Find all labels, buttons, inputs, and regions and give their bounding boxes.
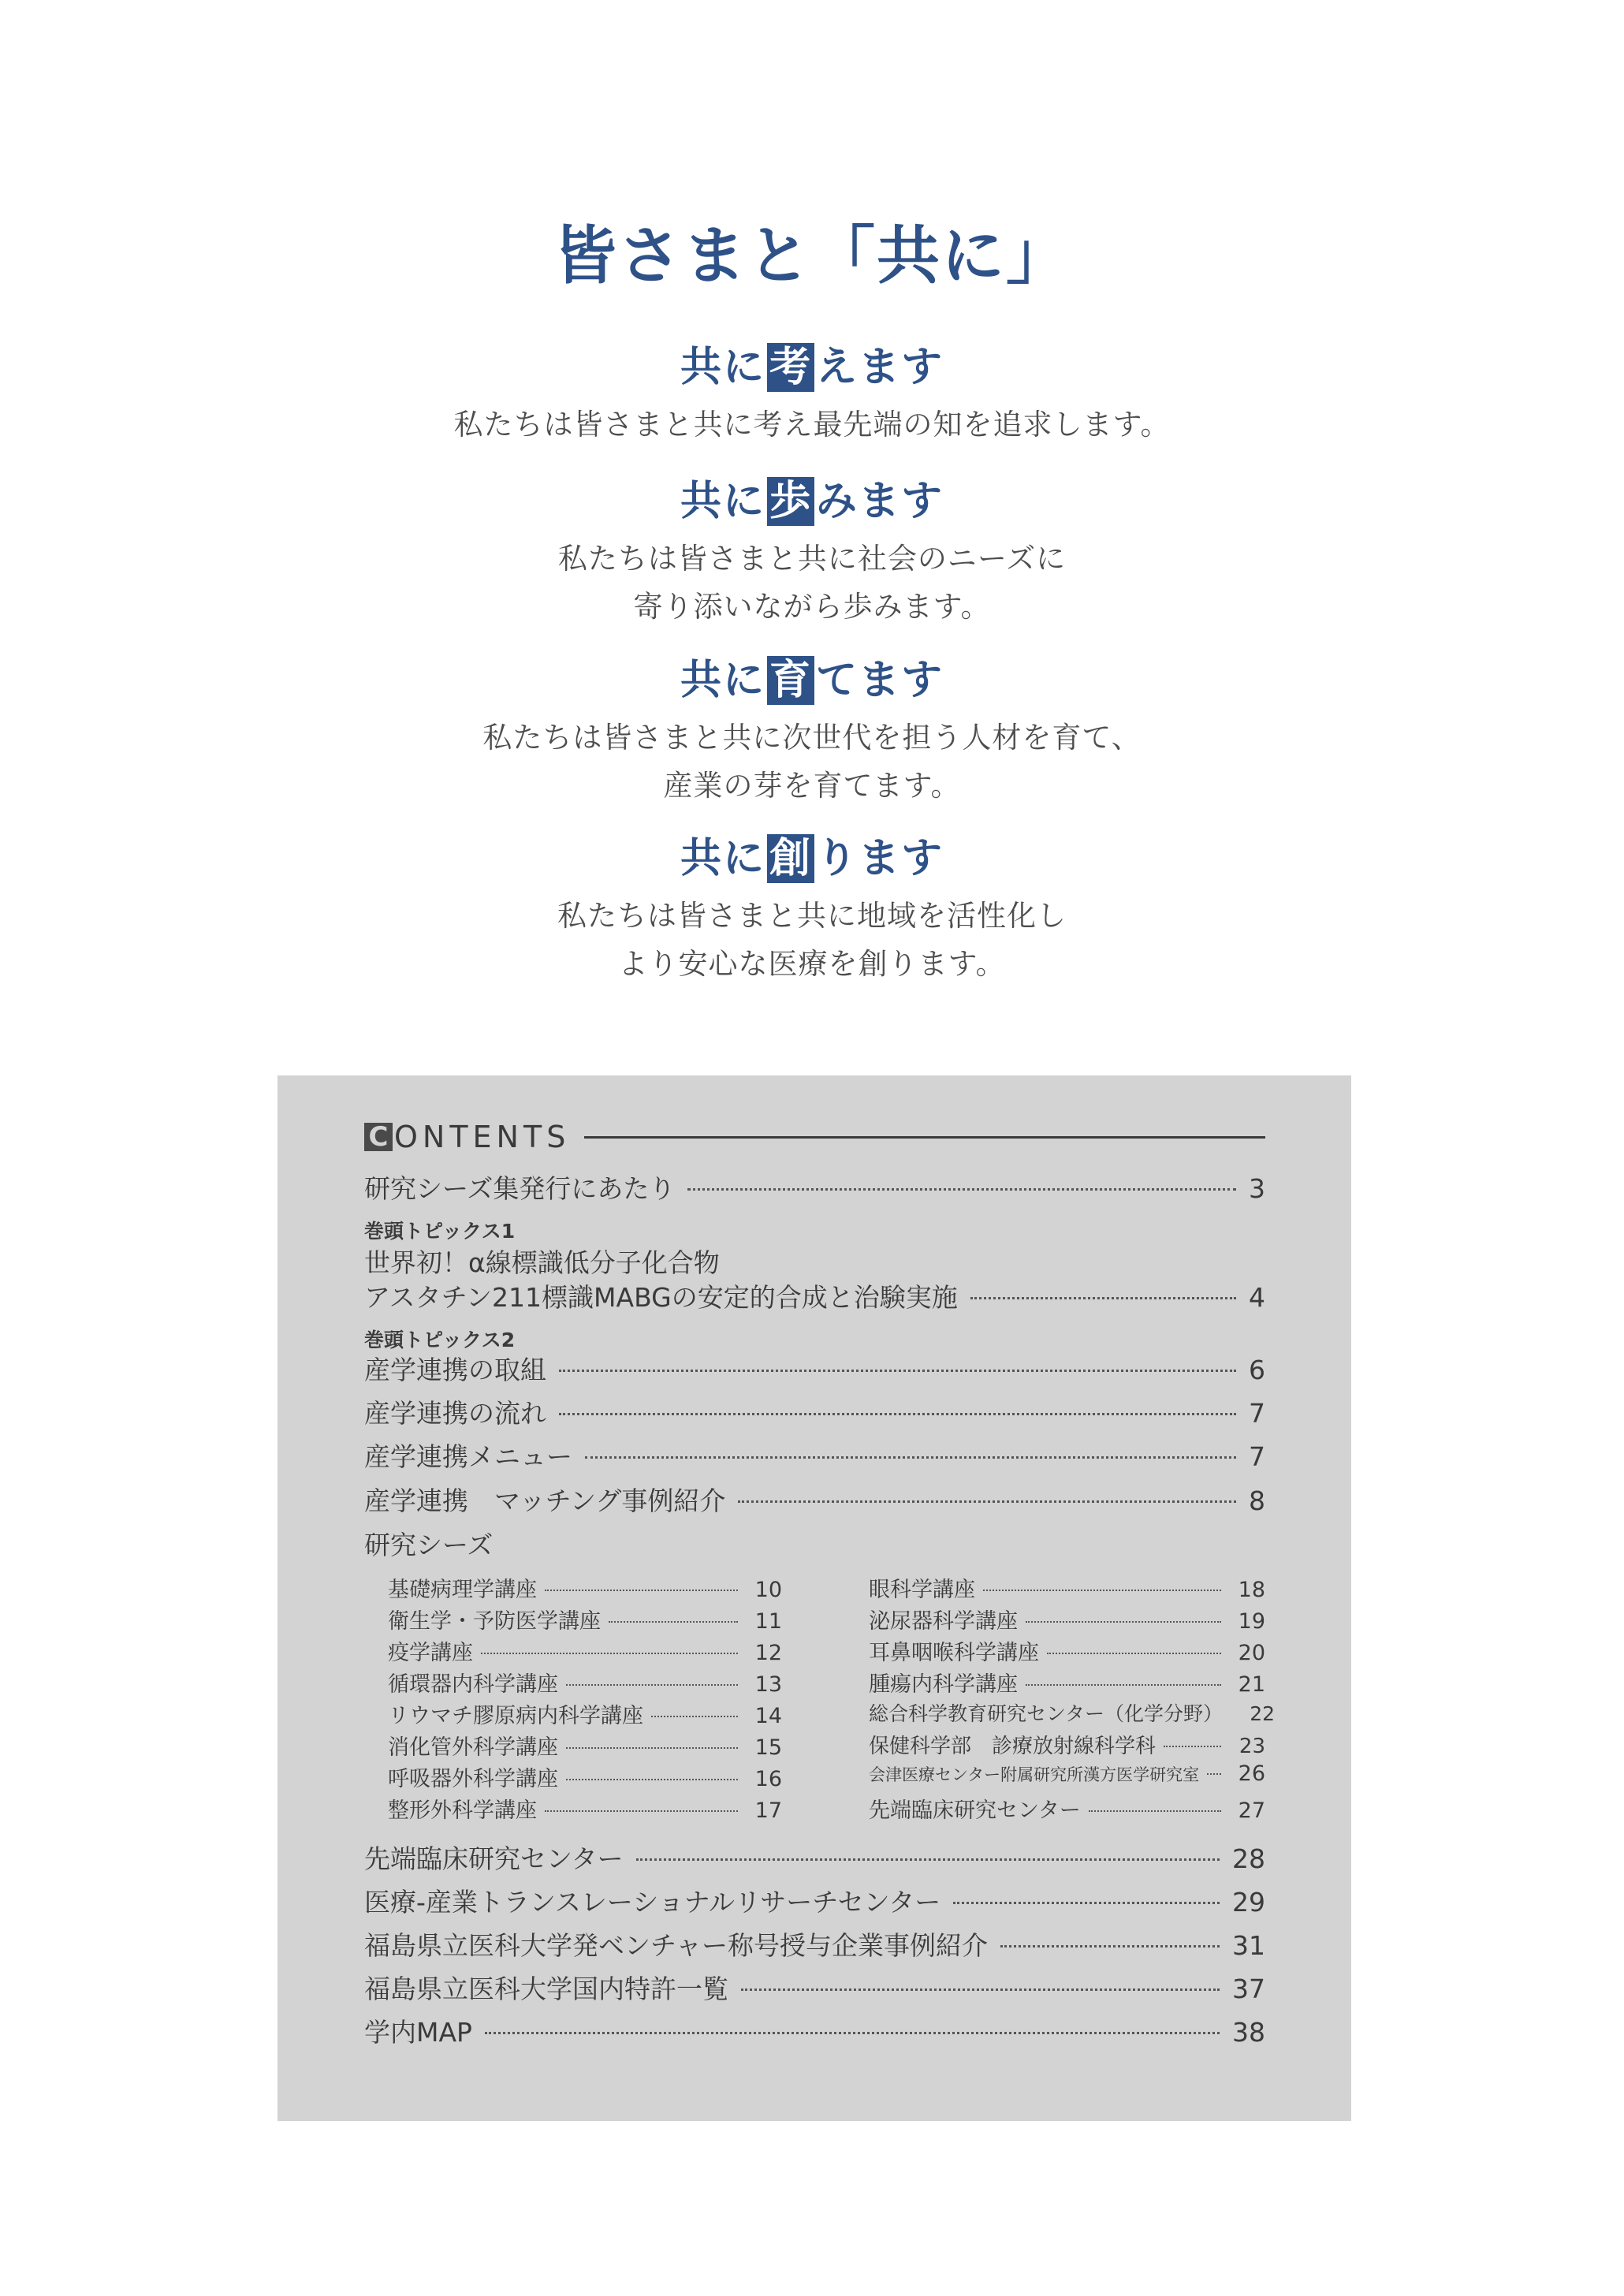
motto-heading: 共に育てます [680,657,944,704]
toc-item[interactable]: アスタチン211標識MABGの安定的合成と治験実施 4 [364,1282,1265,1313]
seed-item[interactable]: 会津医療センター附属研究所漢方医学研究室 26 [869,1761,1265,1786]
contents-title: ONTENTS [394,1120,571,1154]
toc-item[interactable]: 産学連携の取組 6 [364,1355,1265,1385]
seed-item[interactable]: 整形外科学講座 17 [388,1798,782,1823]
seed-item[interactable]: 保健科学部 診療放射線科学科 23 [869,1735,1265,1758]
contents-panel [277,1075,1351,2121]
toc-item[interactable]: 産学連携メニュー 7 [364,1441,1265,1472]
contents-c-icon: C [364,1123,393,1151]
divider [584,1136,1265,1139]
seed-item[interactable]: 眼科学講座 18 [869,1578,1265,1602]
motto-nurture [0,652,1624,810]
motto-heading: 共に歩みます [680,478,944,525]
contents-header [364,1113,1265,1161]
motto-text: 私たちは皆さまと共に社会のニーズに 寄り添いながら歩みます。 [557,542,1067,624]
motto-heading: 共に創ります [680,835,944,882]
toc-item[interactable]: 福島県立医科大学国内特許一覧 37 [364,1974,1265,2004]
topic-heading: 巻頭トピックス2 [364,1329,516,1351]
toc-item[interactable]: 産学連携 マッチング事例紹介 8 [364,1485,1265,1516]
seed-item[interactable]: 衛生学・予防医学講座 11 [388,1609,782,1634]
toc-item[interactable]: 研究シーズ集発行にあたり 3 [364,1173,1265,1204]
topic-heading: 巻頭トピックス1 [364,1220,516,1243]
seed-item[interactable]: リウマチ膠原病内科学講座 14 [388,1704,782,1728]
motto-create [0,830,1624,988]
seed-item[interactable]: 疫学講座 12 [388,1641,782,1665]
seed-item[interactable]: 総合科学教育研究センター（化学分野） 22 [869,1702,1276,1725]
seed-item[interactable]: 消化管外科学講座 15 [388,1735,782,1760]
page-title: 皆さまと「共に」 [553,219,1071,293]
seed-item[interactable]: 腫瘍内科学講座 21 [869,1672,1265,1697]
motto-heading: 共に考えます [680,344,944,391]
seed-item[interactable]: 泌尿器科学講座 19 [869,1609,1265,1634]
toc-item[interactable]: 先端臨床研究センター 28 [364,1843,1265,1874]
motto-text: 私たちは皆さまと共に地域を活性化し より安心な医療を創ります。 [557,899,1067,981]
seeds-heading: 研究シーズ [364,1530,494,1560]
seed-item[interactable]: 循環器内科学講座 13 [388,1672,782,1697]
motto-text: 私たちは皆さまと共に考え最先端の知を追求します。 [453,408,1171,442]
seed-item[interactable]: 先端臨床研究センター 27 [869,1798,1265,1823]
seed-item[interactable]: 耳鼻咽喉科学講座 20 [869,1641,1265,1665]
motto-text: 私たちは皆さまと共に次世代を担う人材を育て、 産業の芽を育てます。 [482,721,1142,803]
toc-item[interactable]: 福島県立医科大学発ベンチャー称号授与企業事例紹介 31 [364,1930,1265,1961]
motto-think [0,339,1624,449]
motto-walk [0,473,1624,631]
toc-item[interactable]: 医療-産業トランスレーショナルリサーチセンター 29 [364,1887,1265,1918]
toc-item[interactable]: 学内MAP 38 [364,2017,1265,2048]
toc-item[interactable]: 産学連携の流れ 7 [364,1398,1265,1429]
seed-item[interactable]: 呼吸器外科学講座 16 [388,1767,782,1791]
topic-line: 世界初！α線標識低分子化合物 [364,1247,720,1278]
seed-item[interactable]: 基礎病理学講座 10 [388,1578,782,1602]
